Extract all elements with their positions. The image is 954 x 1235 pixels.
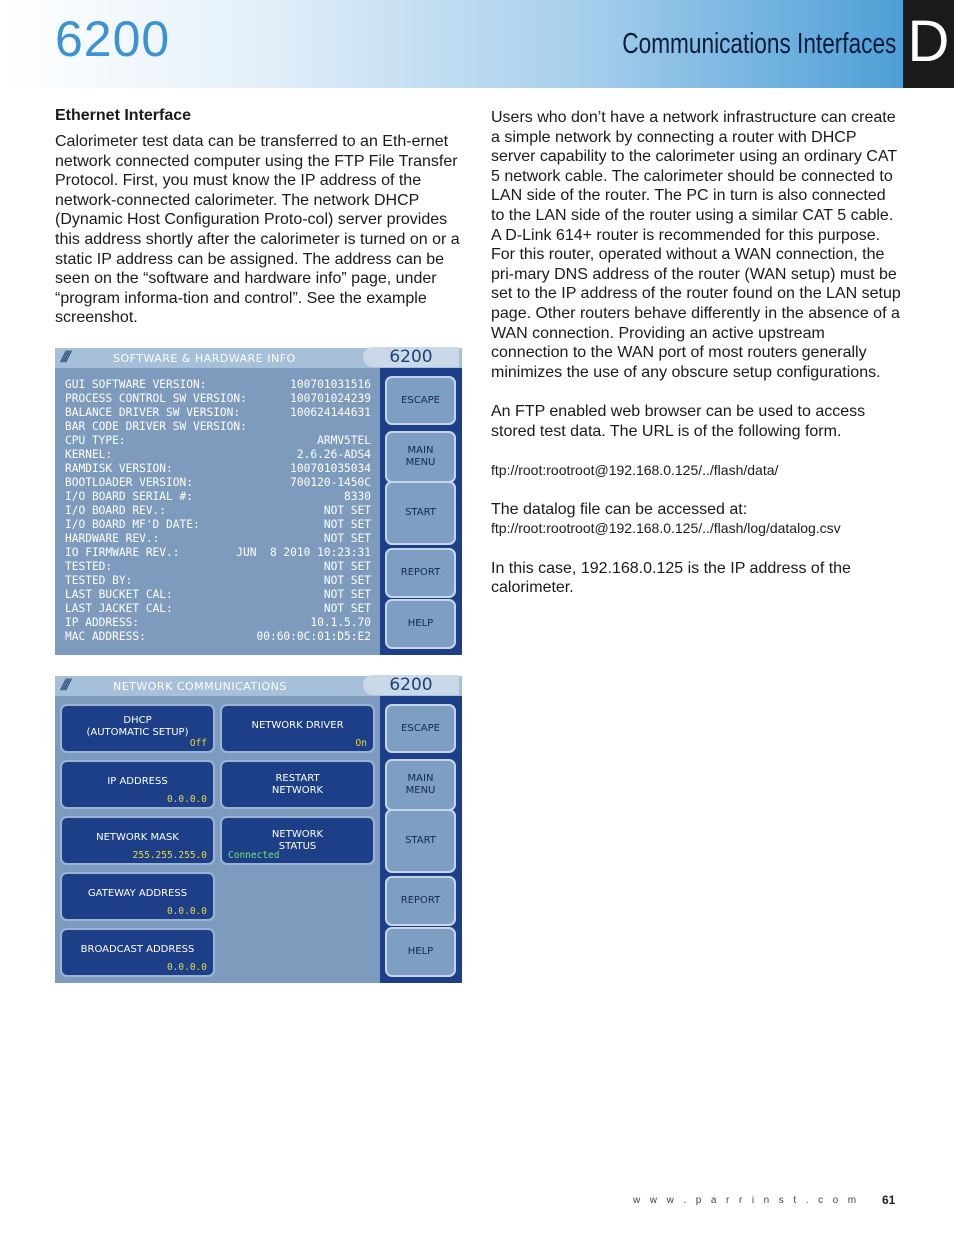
info-value: 8330 [344,490,371,503]
info-value: 00:60:0C:01:D5:E2 [256,630,371,643]
page-header [0,0,954,88]
info-row [65,490,371,504]
info-row [65,532,371,546]
dhcp-label: DHCP (AUTOMATIC SETUP) [86,715,189,738]
screen-sidebar [380,696,462,983]
broadcast-address-button[interactable] [60,928,215,977]
info-value: JUN 8 2010 10:23:31 [236,546,371,559]
info-row [65,602,371,616]
model-number: 6200 [55,11,171,67]
parr-logo-icon: //// [61,677,68,693]
website-url[interactable]: w w w . p a r r i n s t . c o m [633,1195,860,1206]
network-driver-value: On [355,738,367,749]
ip-explanation-paragraph: In this case, 192.168.0.125 is the IP address of the calorimeter. [491,559,851,597]
network-communications-screenshot [55,676,462,983]
section-title: Communications Interfaces [621,28,896,60]
ftp-datalog-url[interactable]: ftp://root:rootroot@192.168.0.125/../flash/log/datalog.csv [491,520,841,537]
help-button[interactable]: HELP [385,927,456,977]
restart-network-button[interactable] [220,760,375,809]
ethernet-paragraph: Calorimeter test data can be transferred to an Eth-ernet network connected computer using the FTP File Transfer Protocol. First, you must know the IP address of the network-connected calorimeter. The network DHCP (Dynamic Host Configuration Proto-col) server provides this address shortly after the calorimeter is turned on or a static IP address can be assigned. The address can be seen on the “software and hardware info” page, under “program informa-tion and control”. See the example screenshot. [55,133,460,327]
info-label: KERNEL: [65,448,113,461]
info-label: IO FIRMWARE REV.: [65,546,180,559]
info-label: LAST JACKET CAL: [65,602,173,615]
start-button[interactable]: START [385,809,456,873]
info-label: CPU TYPE: [65,434,126,447]
info-label: I/O BOARD MF'D DATE: [65,518,200,531]
info-label: LAST BUCKET CAL: [65,588,173,601]
info-value: NOT SET [323,518,371,531]
network-mask-label: NETWORK MASK [96,832,179,843]
screen-model: 6200 [363,675,459,695]
info-value: 700120-1450C [290,476,371,489]
info-label: I/O BOARD SERIAL #: [65,490,193,503]
info-row [65,588,371,602]
gateway-address-value: 0.0.0.0 [166,906,207,917]
ethernet-heading: Ethernet Interface [55,107,192,124]
appendix-tab [903,0,954,88]
info-row [65,434,371,448]
info-row [65,462,371,476]
info-value: 10.1.5.70 [310,616,371,629]
appendix-letter: D [907,9,950,74]
info-value: 2.6.26-ADS4 [296,448,371,461]
gateway-address-button[interactable] [60,872,215,921]
left-column [55,107,463,328]
info-label: HARDWARE REV.: [65,532,160,545]
info-value: ARMV5TEL [317,434,371,447]
info-row [65,420,371,434]
datalog-paragraph: The datalog file can be accessed at: [491,500,748,518]
network-mask-button[interactable] [60,816,215,865]
info-row [65,448,371,462]
dhcp-button[interactable] [60,704,215,753]
escape-button[interactable]: ESCAPE [385,704,456,753]
ip-address-button[interactable] [60,760,215,809]
network-status-button[interactable] [220,816,375,865]
screen-model: 6200 [363,347,459,367]
router-paragraph: Users who don’t have a network infrastructure can create a simple network by connecting a router with DHCP server capability to the calorimeter using an ordinary CAT 5 network cable. The calorimeter should be connected to LAN side of the router. The PC in turn is also connected to the LAN side of the router using a similar CAT 5 cable. A D-Link 614+ router is recommended for this purpose. For this router, operated without a WAN connection, the pri-mary DNS address of the router (WAN setup) must be set to the IP address of the router found on the LAN setup page. Other routers behave differently in the absence of a WAN connection. Providing an active upstream connection to the WAN port of most routers generally minimizes the use of any obscure setup configurations. [491,109,901,381]
ip-address-value: 0.0.0.0 [166,794,207,805]
info-label: I/O BOARD REV.: [65,504,167,517]
info-label: BOOTLOADER VERSION: [65,476,193,489]
info-value: 100701024239 [290,392,371,405]
ip-address-label: IP ADDRESS [107,776,168,787]
info-label: RAMDISK VERSION: [65,462,173,475]
help-button[interactable]: HELP [385,599,456,649]
info-label: TESTED BY: [65,574,133,587]
info-row [65,630,371,644]
info-label: GUI SOFTWARE VERSION: [65,378,207,391]
main-menu-button[interactable]: MAIN MENU [385,759,456,811]
info-row [65,574,371,588]
info-row [65,504,371,518]
report-button[interactable]: REPORT [385,548,456,598]
report-button[interactable]: REPORT [385,876,456,926]
info-label: PROCESS CONTROL SW VERSION: [65,392,247,405]
page-number: 61 [882,1193,896,1207]
network-status-label: NETWORK STATUS [271,829,324,852]
screen-titlebar [55,348,462,368]
info-value: 100701035034 [290,462,371,475]
ftp-paragraph: An FTP enabled web browser can be used to access stored test data. The URL is of the following form. [491,402,866,440]
parr-logo-icon: //// [61,349,68,365]
network-driver-button[interactable] [220,704,375,753]
info-value: NOT SET [323,532,371,545]
info-label: MAC ADDRESS: [65,630,146,643]
info-row [65,560,371,574]
info-label: TESTED: [65,560,113,573]
network-mask-value: 255.255.255.0 [132,850,207,861]
start-button[interactable]: START [385,481,456,545]
info-label: BAR CODE DRIVER SW VERSION: [65,420,247,433]
broadcast-address-value: 0.0.0.0 [166,962,207,973]
info-row [65,378,371,392]
info-value: NOT SET [323,588,371,601]
main-menu-button[interactable]: MAIN MENU [385,431,456,483]
gateway-address-label: GATEWAY ADDRESS [87,888,188,899]
info-value: NOT SET [323,574,371,587]
info-value: NOT SET [323,504,371,517]
info-value: 100624144631 [290,406,371,419]
screen-titlebar [55,676,462,696]
info-value: NOT SET [323,602,371,615]
right-column [491,108,901,598]
ftp-data-url[interactable]: ftp://root:rootroot@192.168.0.125/../flash/data/ [491,461,779,478]
screen-title: NETWORK COMMUNICATIONS [113,680,287,693]
info-value: 100701031516 [290,378,371,391]
restart-network-label: RESTART NETWORK [271,773,324,796]
software-hardware-screenshot [55,348,462,655]
info-value: NOT SET [323,560,371,573]
escape-button[interactable]: ESCAPE [385,376,456,425]
network-status-value: Connected [228,850,280,861]
info-label: BALANCE DRIVER SW VERSION: [65,406,241,419]
screen-title: SOFTWARE & HARDWARE INFO [113,352,296,365]
info-row [65,406,371,420]
info-row [65,392,371,406]
info-row [65,476,371,490]
network-driver-label: NETWORK DRIVER [251,720,344,731]
info-row [65,518,371,532]
info-row [65,616,371,630]
broadcast-address-label: BROADCAST ADDRESS [80,944,195,955]
info-label: IP ADDRESS: [65,616,140,629]
dhcp-value: Off [189,738,207,749]
screen-sidebar [380,368,462,655]
info-list [65,378,371,644]
info-row [65,546,371,560]
